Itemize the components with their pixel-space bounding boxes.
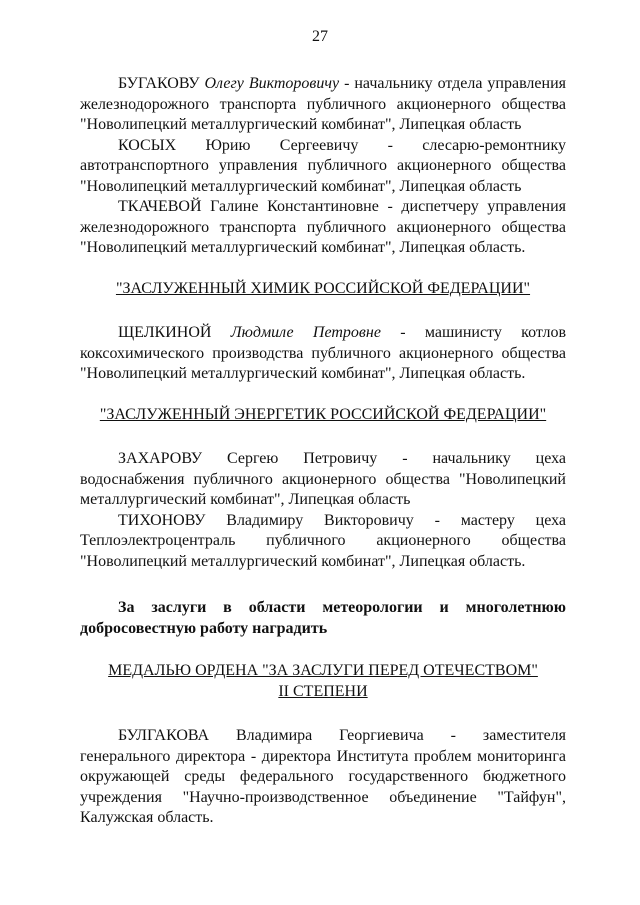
award-entry: [80, 449, 566, 511]
recipient-surname: КОСЫХ: [118, 136, 177, 154]
recipient-name: Владимира Георгиевича: [236, 727, 424, 744]
award-entry: [80, 197, 566, 259]
award-entry: [80, 323, 566, 385]
award-entry: [80, 726, 566, 829]
award-entry: [80, 136, 566, 198]
medal-heading-line2: II СТЕПЕНИ: [278, 682, 368, 700]
recipient-position: - мастеру цеха Теплоэлектроцентраль публичного акционерного общества "Новолипецкий металлургический комбинат", Липецкая область.: [80, 511, 566, 570]
recipient-surname: ЗАХАРОВУ: [118, 450, 203, 467]
award-entry: [80, 74, 566, 136]
section-heading-medal: [80, 661, 566, 702]
award-list-group1: [80, 74, 566, 259]
award-list-medal: [80, 726, 566, 829]
recipient-name: Людмиле Петровне: [230, 324, 381, 341]
recipient-surname: ТИХОНОВУ: [118, 511, 206, 529]
award-intro: За заслуги в области метеорологии и многолетнюю добросовестную работу наградить: [80, 599, 566, 637]
section-heading-chemist: "ЗАСЛУЖЕННЫЙ ХИМИК РОССИЙСКОЙ ФЕДЕРАЦИИ": [115, 279, 531, 297]
recipient-position: - начальнику цеха водоснабжения публичного акционерного общества "Новолипецкий металлургический комбинат", Липецкая область: [80, 450, 567, 508]
recipient-surname: БУГАКОВУ: [118, 75, 200, 92]
recipient-name: Олегу Викторовичу: [204, 75, 340, 92]
recipient-surname: БУЛГАКОВА: [118, 727, 210, 744]
award-entry: [80, 511, 566, 573]
recipient-position: - заместителя генерального директора - директора Института проблем мониторинга окружающей среды федерального государственного бюджетного учреждения "Научно-производственное объединение "Тайфун", Калужская область.: [80, 727, 567, 826]
section-heading-energy: "ЗАСЛУЖЕННЫЙ ЭНЕРГЕТИК РОССИЙСКОЙ ФЕДЕРАЦИИ": [99, 405, 547, 423]
recipient-name: Галине Константиновне: [210, 198, 379, 215]
page-number: 27: [312, 28, 328, 45]
award-list-energy: [80, 449, 566, 572]
recipient-position: - слесарю-ремонтнику автотранспортного управления публичного акционерного общества "Новолипецкий металлургический комбинат", Липецкая область: [80, 136, 566, 195]
recipient-surname: ТКАЧЕВОЙ: [118, 198, 202, 215]
medal-heading-line1: МЕДАЛЬЮ ОРДЕНА "ЗА ЗАСЛУГИ ПЕРЕД ОТЕЧЕСТВОМ": [108, 662, 538, 679]
recipient-position: - начальнику отдела управления железнодорожного транспорта публичного акционерного общества "Новолипецкий металлургический комбинат", Липецкая область: [80, 75, 566, 133]
recipient-surname: ЩЕЛКИНОЙ: [118, 324, 212, 341]
recipient-position: - машинисту котлов коксохимического производства публичного акционерного общества "Новолипецкий металлургический комбинат", Липецкая область.: [80, 324, 567, 382]
award-list-chemist: [80, 323, 566, 385]
recipient-name: Сергею Петровичу: [226, 450, 378, 467]
document-body: [80, 74, 566, 829]
recipient-name: Владимиру Викторовичу: [226, 511, 414, 529]
recipient-position: - диспетчеру управления железнодорожного транспорта публичного акционерного общества "Новолипецкий металлургический комбинат", Липецкая область.: [80, 198, 566, 256]
recipient-name: Юрию Сергеевичу: [205, 136, 359, 154]
